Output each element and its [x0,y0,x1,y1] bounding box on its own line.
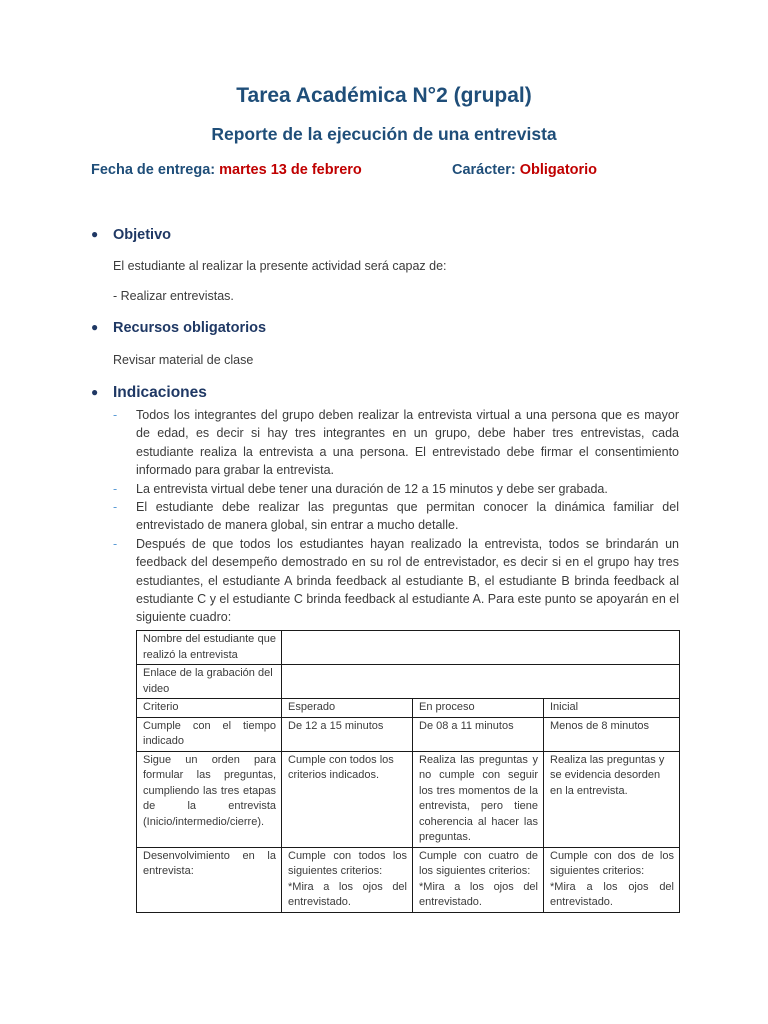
table-row [137,847,680,912]
initial-cell: Menos de 8 minutos [544,717,680,751]
list-item [113,535,679,627]
expected-note: *Mira a los ojos del entrevistado. [288,880,407,908]
bullet-icon: ● [91,227,99,241]
table-row [137,631,680,665]
criterion-cell: Sigue un orden para formular las preguntas, cumpliendo las tres etapas de la entrevista (Inicio/intermedio/cierre). [137,751,282,847]
expected-cell: De 12 a 15 minutos [282,717,413,751]
dash-bullet-icon: - [113,536,118,551]
video-link-field [282,665,680,699]
resources-text: Revisar material de clase [113,353,254,367]
in-progress-cell: Realiza las preguntas y no cumple con seguir los tres momentos de la entrevista, pero tiene coherencia al hacer las preguntas. [413,751,544,847]
bullet-icon: ● [91,320,99,334]
section-instructions-heading [91,384,207,402]
in-progress-cell: De 08 a 11 minutos [413,717,544,751]
instruction-text: La entrevista virtual debe tener una duración de 12 a 15 minutos y debe ser grabada. [136,481,608,496]
in-progress-text: Cumple con cuatro de los siguientes criterios: [419,849,538,877]
student-name-field [282,631,680,665]
criterion-cell: Cumple con el tiempo indicado [137,717,282,751]
due-date-label: Fecha de entrega: [91,162,216,178]
dash-bullet-icon: - [113,500,118,515]
due-date [91,162,362,178]
rubric-table [136,630,680,913]
table-row [137,751,680,847]
due-date-value: martes 13 de febrero [219,162,362,178]
dash-bullet-icon: - [113,408,118,422]
list-item [113,406,679,480]
document-title: Tarea Académica N°2 (grupal) [236,84,532,107]
initial-cell [544,847,680,912]
section-resources-heading [91,320,266,336]
instructions-list [113,406,679,627]
header-initial: Inicial [544,699,680,718]
table-row [137,665,680,699]
in-progress-note: *Mira a los ojos del entrevistado. [419,880,538,908]
section-objective-heading [91,227,171,243]
instruction-text: Todos los integrantes del grupo deben realizar la entrevista virtual a una persona que es mayor de edad, es decir si hay tres integrantes en un grupo, debe haber tres entrevistas, cada estudiante realiza la entrevista a una persona. El entrevistado debe firmar el consentimiento informado para grabar la entrevista. [136,408,679,478]
assignment-type [452,162,597,178]
header-criterion: Criterio [137,699,282,718]
table-row [137,717,680,751]
in-progress-cell [413,847,544,912]
initial-note: *Mira a los ojos del entrevistado. [550,880,674,908]
section-objective-title: Objetivo [113,227,172,243]
initial-cell: Realiza las preguntas y se evidencia desorden en la entrevista. [544,751,680,847]
assignment-type-label: Carácter: [452,162,516,178]
initial-text: Cumple con dos de los siguientes criterios: [550,849,674,877]
expected-cell: Cumple con todos los criterios indicados. [282,751,413,847]
instruction-text: Después de que todos los estudiantes hayan realizado la entrevista, todos se brindarán un feedback del desempeño demostrado en su rol de entrevistador, es decir si en el grupo hay tres estudiantes, el estudiante A brinda feedback al estudiante B, el estudiante B brinda feedback al estudiante C y el estudiante C brinda feedback al estudiante A. Para este punto se apoyarán en el siguiente cuadro: [136,536,679,625]
assignment-type-value: Obligatorio [519,162,598,178]
header-expected: Esperado [282,699,413,718]
table-header-row [137,699,680,718]
instruction-text: El estudiante debe realizar las preguntas que permitan conocer la dinámica familiar del entrevistado de manera global, sin entrar a mucho detalle. [136,500,679,533]
header-in-progress: En proceso [413,699,544,718]
list-item [113,480,679,498]
document-subtitle: Reporte de la ejecución de una entrevista [211,124,557,144]
bullet-icon: ● [91,385,99,399]
list-item [113,498,679,535]
objective-item: - Realizar entrevistas. [113,289,234,303]
student-name-label: Nombre del estudiante que realizó la entrevista [137,631,282,665]
expected-cell [282,847,413,912]
objective-intro: El estudiante al realizar la presente actividad será capaz de: [113,259,447,273]
section-instructions-title: Indicaciones [113,384,207,401]
video-link-label: Enlace de la grabación del video [137,665,282,699]
expected-text: Cumple con todos los siguientes criterios: [288,849,407,877]
section-resources-title: Recursos obligatorios [113,320,267,336]
criterion-cell: Desenvolvimiento en la entrevista: [137,847,282,912]
dash-bullet-icon: - [113,481,118,496]
